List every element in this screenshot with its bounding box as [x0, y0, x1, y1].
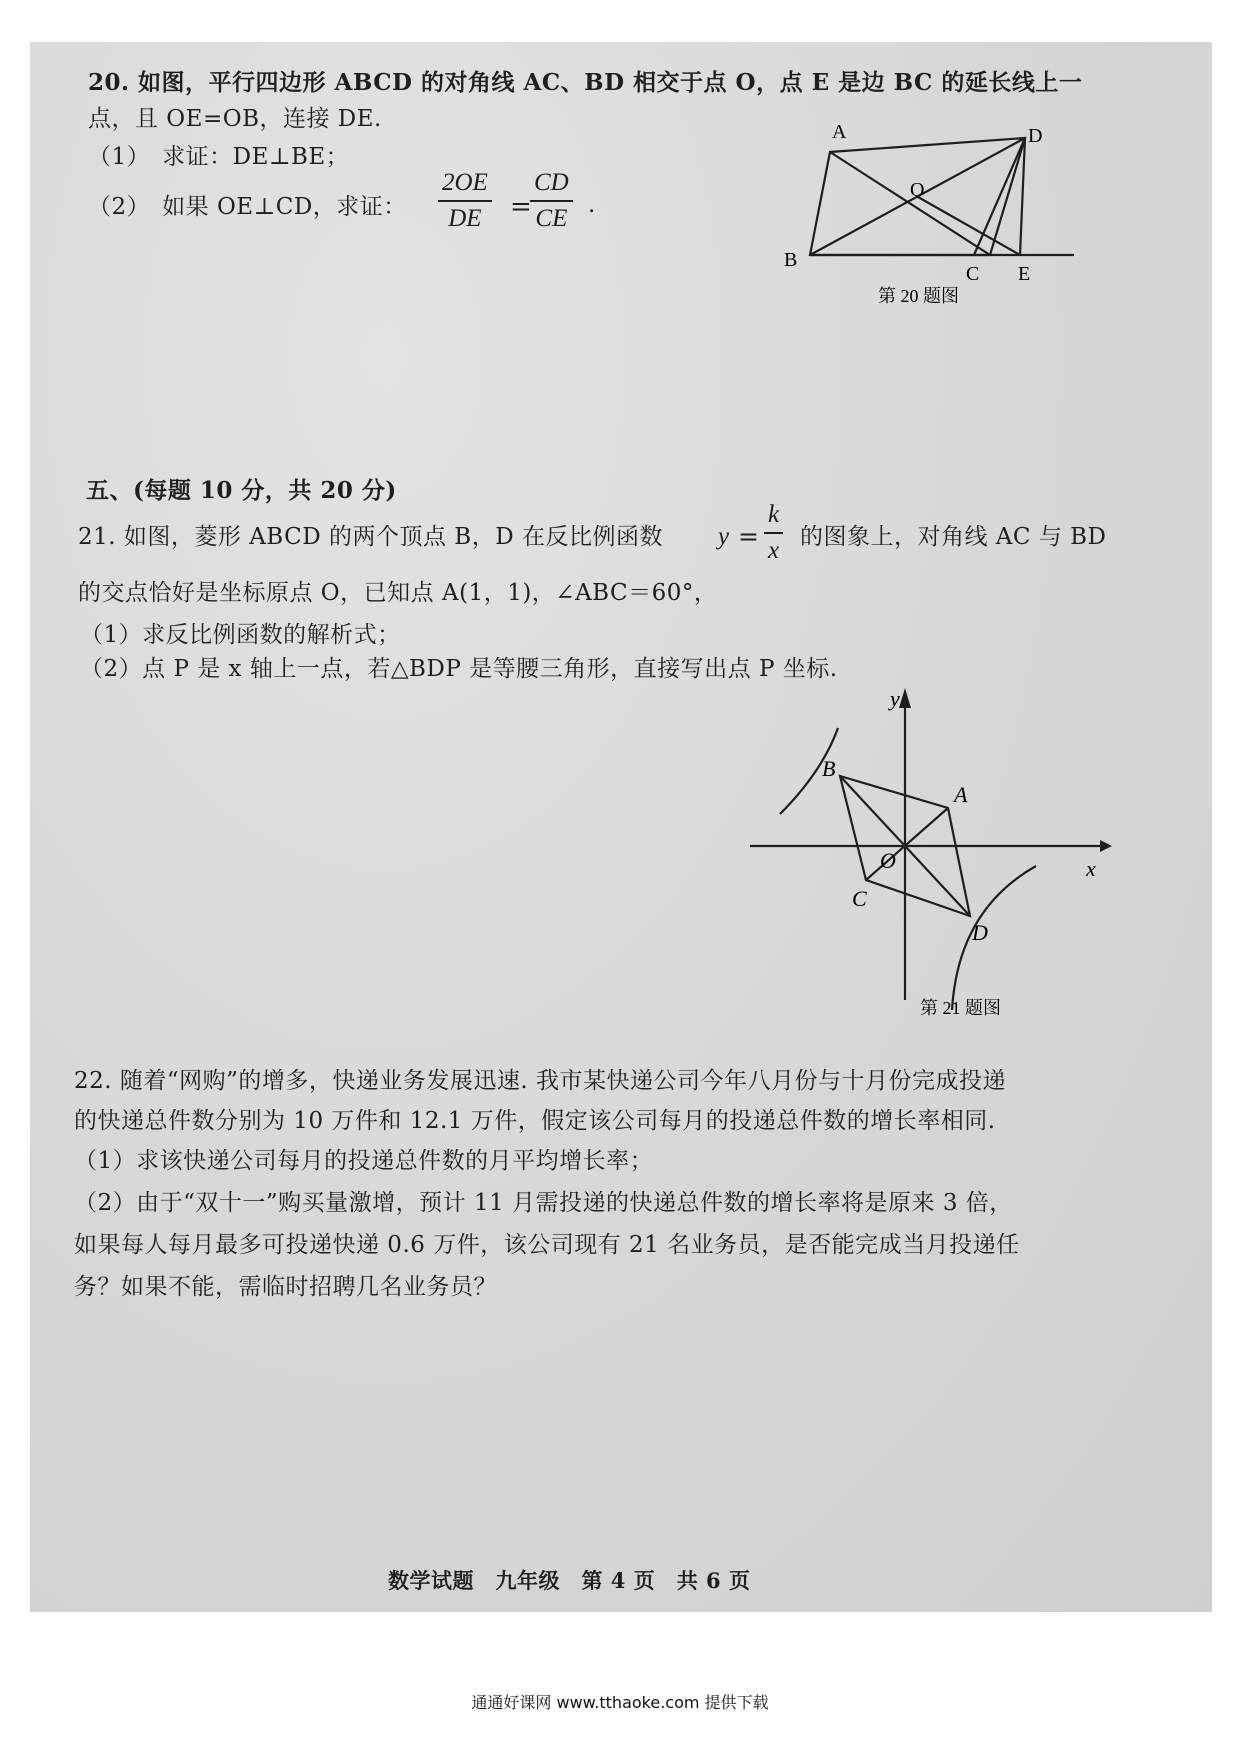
q21-part1: （1）求反比例函数的解析式；	[80, 622, 401, 648]
fig21-label-a: A	[954, 782, 968, 807]
fig20-label-c: C	[966, 263, 980, 285]
q20-line1: 20. 如图，平行四边形 ABCD 的对角线 AC、BD 相交于点 O，点 E 是边 BC 的延长线上一	[88, 69, 1083, 96]
fig21-label-x: x	[1086, 856, 1096, 881]
q21-line2: 的交点恰好是坐标原点 O，已知点 A(1，1)，∠ABC＝60°，	[78, 580, 718, 606]
x-axis-arrow-icon	[1100, 840, 1112, 852]
q20-equals: =	[510, 192, 533, 222]
fig20-caption: 第 20 题图	[878, 286, 959, 306]
q21-line1-suffix: 的图象上，对角线 AC 与 BD	[800, 524, 1107, 550]
q20-line2: 点，且 OE=OB，连接 DE.	[88, 106, 382, 132]
figure-21	[740, 680, 1120, 1020]
q21-fraction-denominator: x	[768, 537, 780, 564]
q22-part1: （1）求该快递公司每月的投递总件数的月平均增长率；	[74, 1148, 654, 1174]
q22-part2-line2: 如果每人每月最多可投递快递 0.6 万件，该公司现有 21 名业务员，是否能完成当月投递任	[74, 1232, 1020, 1258]
q20-part2-prefix: （2） 如果 OE⊥CD，求证：	[88, 194, 407, 220]
q21-part2: （2）点 P 是 x 轴上一点，若△BDP 是等腰三角形，直接写出点 P 坐标.	[80, 656, 838, 682]
q20-fraction-left	[438, 168, 492, 234]
fig21-label-o: O	[880, 848, 896, 873]
fig21-label-b: B	[822, 756, 836, 781]
fig21-caption: 第 21 题图	[920, 998, 1001, 1018]
page-footer: 数学试题 九年级 第 4 页 共 6 页	[388, 1568, 751, 1593]
fig20-label-b: B	[784, 249, 798, 271]
fig20-label-o: O	[910, 179, 925, 201]
q20-fraction-left-numerator: 2OE	[438, 168, 492, 202]
figure-20	[770, 118, 1090, 308]
q21-fraction-numerator: k	[764, 500, 783, 534]
q22-part2-line3: 务？如果不能，需临时招聘几名业务员？	[74, 1274, 497, 1300]
q20-fraction-right	[530, 168, 573, 234]
q21-line1-prefix: 21. 如图，菱形 ABCD 的两个顶点 B，D 在反比例函数	[78, 524, 663, 550]
q22-line2: 的快递总件数分别为 10 万件和 12.1 万件，假定该公司每月的投递总件数的增长率相同.	[74, 1108, 996, 1134]
fig21-label-y: y	[890, 686, 900, 711]
q22-part2-line1: （2）由于“双十一”购买量激增，预计 11 月需投递的快递总件数的增长率将是原来 3 倍，	[74, 1190, 1013, 1216]
q21-func-equals: =	[738, 522, 760, 551]
fig21-label-c: C	[852, 886, 867, 911]
fig20-label-a: A	[832, 121, 847, 143]
download-note: 通通好课网 www.tthaoke.com 提供下载	[471, 1693, 769, 1712]
q21-func-y: y	[718, 523, 730, 550]
q20-fraction-right-denominator: CE	[535, 205, 568, 232]
q20-period: .	[588, 192, 596, 218]
y-axis-arrow-icon	[899, 688, 911, 708]
section5-heading: 五、(每题 10 分，共 20 分)	[86, 477, 397, 504]
q20-fraction-left-denominator: DE	[448, 205, 482, 232]
q20-fraction-right-numerator: CD	[530, 168, 573, 202]
q20-part1: （1） 求证：DE⊥BE；	[88, 144, 350, 170]
fig20-label-e: E	[1018, 263, 1031, 285]
fig21-label-d: D	[972, 920, 988, 945]
q21-function-fraction	[764, 500, 783, 566]
q22-line1: 22. 随着“网购”的增多，快递业务发展迅速. 我市某快递公司今年八月份与十月份完成投递	[74, 1068, 1007, 1094]
fig20-label-d: D	[1028, 125, 1043, 147]
